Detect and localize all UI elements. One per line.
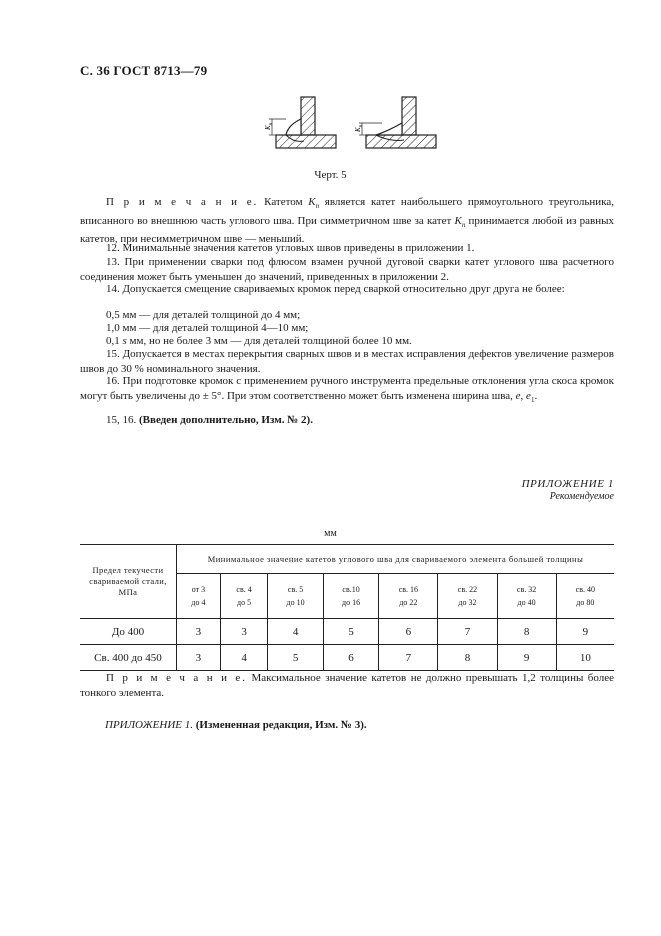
paragraph-16: 16. При подготовке кромок с применением ручного инструмента предельные отклонения угла скоса кромок могут быть увеличены до ± 5°. При этом соответственно может быть изменена ширина шва, e, $e_1$.: [80, 375, 614, 404]
table-subheader: св. 16 до 22: [379, 574, 438, 619]
table-cell: 5: [323, 619, 378, 645]
table-subheader: св. 32 до 40: [497, 574, 556, 619]
paragraph-14: 14. Допускается смещение свариваемых кромок перед сваркой относительно друг друга не более:: [106, 283, 565, 295]
table-header-min-leg: Минимальное значение катетов углового шва для свариваемого элемента большей толщины: [177, 545, 615, 574]
table-subheader: св. 4 до 5: [220, 574, 267, 619]
list-item: 1,0 мм — для деталей толщиной 4—10 мм;: [106, 322, 309, 334]
amendment-trail: ПРИЛОЖЕНИЕ 1. (Измененная редакция, Изм. № 3).: [105, 719, 367, 731]
table-header-yield: Предел текучести свариваемой стали, МПа: [80, 545, 177, 619]
table-subheader: от 3 до 4: [177, 574, 221, 619]
left-weld-drawing: [264, 97, 336, 148]
table-cell: 6: [379, 619, 438, 645]
table-cell: 3: [177, 619, 221, 645]
table-cell: 5: [268, 645, 323, 671]
amendment-note: 15, 16. (Введен дополнительно, Изм. № 2).: [106, 414, 313, 426]
appendix-subtitle: Рекомендуемое: [549, 491, 614, 502]
paragraph-15: 15. Допускается в местах перекрытия сварных швов и в местах исправления дефектов увеличение размеров швов до 30 % номинального значения.: [80, 348, 614, 375]
table-cell: 9: [497, 645, 556, 671]
table-cell: 10: [556, 645, 614, 671]
table-cell: 8: [497, 619, 556, 645]
table-row: [80, 619, 614, 645]
table-cell: 8: [438, 645, 497, 671]
right-weld-drawing: [354, 97, 436, 148]
note-paragraph-2: П р и м е ч а н и е. Максимальное значение катетов не должно превышать 1,2 толщины более тонкого элемента.: [80, 672, 614, 699]
table-cell: 6: [323, 645, 378, 671]
list-item: 0,5 мм — для деталей толщиной до 4 мм;: [106, 309, 301, 321]
list-item: 0,1 s мм, но не более 3 мм — для деталей толщиной более 10 мм.: [106, 335, 412, 347]
table-cell: 4: [268, 619, 323, 645]
table-subheader: св. 5 до 10: [268, 574, 323, 619]
table-subheader: св. 22 до 32: [438, 574, 497, 619]
note-label: П р и м е ч а н и е.: [106, 196, 259, 208]
table-unit: мм: [324, 528, 337, 539]
page-header: С. 36 ГОСТ 8713—79: [80, 63, 208, 78]
table-cell: 3: [220, 619, 267, 645]
left-k-label: $K_п$: [264, 122, 274, 130]
figure-caption: Черт. 5: [314, 169, 347, 181]
weld-leg-table: [80, 544, 614, 671]
table-cell: 3: [177, 645, 221, 671]
k-subscript: п: [269, 122, 274, 126]
table-row-label: Св. 400 до 450: [80, 645, 177, 671]
note-paragraph-1: П р и м е ч а н и е. Катетом $K_п$ является катет наибольшего прямоугольного треугольника, вписанного во внешнюю часть углового шва. При симметричном шве за катет $K_п$ принимается любой из равных катетов, при несимметричном шве — меньший.: [80, 196, 614, 246]
table-cell: 7: [438, 619, 497, 645]
table-cell: 7: [379, 645, 438, 671]
table-subheader: св.10 до 16: [323, 574, 378, 619]
paragraph-12: 12. Минимальные значения катетов угловых швов приведены в приложении 1.: [106, 242, 475, 254]
table-cell: 4: [220, 645, 267, 671]
paragraph-13: 13. При применении сварки под флюсом взамен ручной дуговой сварки катет углового шва расчетного соединения может быть уменьшен до значений, приведенных в приложении 2.: [80, 256, 614, 283]
table-row: [80, 645, 614, 671]
appendix-title: ПРИЛОЖЕНИЕ 1: [521, 478, 614, 490]
table-cell: 9: [556, 619, 614, 645]
weld-figure: [264, 95, 444, 163]
k-subscript: п: [359, 124, 364, 128]
right-k-label: $K_п$: [354, 124, 364, 132]
table-row-label: До 400: [80, 619, 177, 645]
table-subheader: св. 40 до 80: [556, 574, 614, 619]
